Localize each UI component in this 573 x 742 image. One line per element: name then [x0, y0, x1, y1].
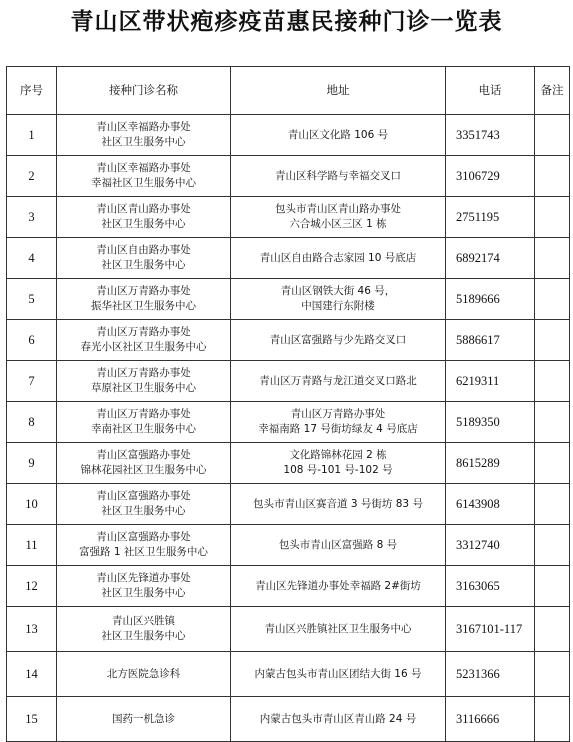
row-address: 青山区文化路 106 号	[231, 115, 446, 156]
row-address: 青山区万青路与龙江道交叉口路北	[231, 361, 446, 402]
row-clinic-name: 青山区富强路办事处 富强路 1 社区卫生服务中心	[57, 525, 231, 566]
row-seq: 5	[7, 279, 57, 320]
row-note	[535, 697, 570, 742]
row-seq: 13	[7, 607, 57, 652]
row-note	[535, 238, 570, 279]
row-seq: 12	[7, 566, 57, 607]
row-note	[535, 652, 570, 697]
row-seq: 11	[7, 525, 57, 566]
row-clinic-name: 青山区幸福路办事处 社区卫生服务中心	[57, 115, 231, 156]
row-note	[535, 361, 570, 402]
row-clinic-name: 青山区青山路办事处 社区卫生服务中心	[57, 197, 231, 238]
row-seq: 6	[7, 320, 57, 361]
table-header-row	[7, 67, 570, 115]
table-row	[7, 652, 570, 697]
table-row	[7, 320, 570, 361]
row-clinic-name: 青山区万青路办事处 振华社区卫生服务中心	[57, 279, 231, 320]
header-address: 地址	[231, 67, 446, 115]
row-note	[535, 607, 570, 652]
row-phone: 8615289	[446, 443, 535, 484]
header-phone: 电话	[446, 67, 535, 115]
row-address: 青山区钢铁大街 46 号， 中国建行东附楼	[231, 279, 446, 320]
row-phone: 3351743	[446, 115, 535, 156]
header-note: 备注	[535, 67, 570, 115]
row-phone: 5189666	[446, 279, 535, 320]
row-seq: 4	[7, 238, 57, 279]
row-seq: 1	[7, 115, 57, 156]
row-note	[535, 443, 570, 484]
row-note	[535, 566, 570, 607]
row-address: 青山区兴胜镇社区卫生服务中心	[231, 607, 446, 652]
row-phone: 6143908	[446, 484, 535, 525]
table-row	[7, 361, 570, 402]
row-phone: 3116666	[446, 697, 535, 742]
row-address: 包头市青山区赛音道 3 号街坊 83 号	[231, 484, 446, 525]
table-row	[7, 566, 570, 607]
row-seq: 9	[7, 443, 57, 484]
row-seq: 3	[7, 197, 57, 238]
row-clinic-name: 青山区幸福路办事处 幸福社区卫生服务中心	[57, 156, 231, 197]
row-note	[535, 279, 570, 320]
row-note	[535, 115, 570, 156]
row-phone: 6892174	[446, 238, 535, 279]
row-address: 青山区富强路与少先路交叉口	[231, 320, 446, 361]
row-phone: 3312740	[446, 525, 535, 566]
row-clinic-name: 青山区先锋道办事处 社区卫生服务中心	[57, 566, 231, 607]
clinic-table	[6, 66, 570, 742]
row-address: 包头市青山区青山路办事处 六合城小区三区 1 栋	[231, 197, 446, 238]
row-address: 内蒙古包头市青山区团结大街 16 号	[231, 652, 446, 697]
row-seq: 14	[7, 652, 57, 697]
table-row	[7, 156, 570, 197]
row-clinic-name: 青山区万青路办事处 春光小区社区卫生服务中心	[57, 320, 231, 361]
row-note	[535, 156, 570, 197]
row-seq: 10	[7, 484, 57, 525]
table-row	[7, 484, 570, 525]
row-clinic-name: 青山区富强路办事处 锦林花园社区卫生服务中心	[57, 443, 231, 484]
row-address: 青山区万青路办事处 幸福南路 17 号街坊绿友 4 号底店	[231, 402, 446, 443]
table-row	[7, 238, 570, 279]
row-note	[535, 320, 570, 361]
header-clinic-name: 接种门诊名称	[57, 67, 231, 115]
row-clinic-name: 国药一机急诊	[57, 697, 231, 742]
row-note	[535, 525, 570, 566]
row-phone: 5189350	[446, 402, 535, 443]
row-phone: 6219311	[446, 361, 535, 402]
row-seq: 8	[7, 402, 57, 443]
row-address: 包头市青山区富强路 8 号	[231, 525, 446, 566]
table-row	[7, 525, 570, 566]
row-address: 青山区先锋道办事处幸福路 2#街坊	[231, 566, 446, 607]
row-seq: 2	[7, 156, 57, 197]
row-note	[535, 402, 570, 443]
row-address: 青山区科学路与幸福交叉口	[231, 156, 446, 197]
row-phone: 5231366	[446, 652, 535, 697]
table-row	[7, 443, 570, 484]
table-row	[7, 115, 570, 156]
row-clinic-name: 青山区万青路办事处 草原社区卫生服务中心	[57, 361, 231, 402]
row-note	[535, 197, 570, 238]
row-phone: 3106729	[446, 156, 535, 197]
table-row	[7, 197, 570, 238]
row-seq: 15	[7, 697, 57, 742]
row-seq: 7	[7, 361, 57, 402]
table-row	[7, 607, 570, 652]
row-address: 文化路锦林花园 2 栋 108 号-101 号-102 号	[231, 443, 446, 484]
table-row	[7, 279, 570, 320]
row-clinic-name: 青山区富强路办事处 社区卫生服务中心	[57, 484, 231, 525]
row-clinic-name: 青山区自由路办事处 社区卫生服务中心	[57, 238, 231, 279]
row-phone: 2751195	[446, 197, 535, 238]
row-address: 内蒙古包头市青山区青山路 24 号	[231, 697, 446, 742]
row-clinic-name: 青山区万青路办事处 幸南社区卫生服务中心	[57, 402, 231, 443]
row-note	[535, 484, 570, 525]
row-phone: 5886617	[446, 320, 535, 361]
row-clinic-name: 北方医院急诊科	[57, 652, 231, 697]
row-clinic-name: 青山区兴胜镇 社区卫生服务中心	[57, 607, 231, 652]
row-phone: 3167101-117	[446, 607, 535, 652]
table-row	[7, 697, 570, 742]
page-title: 青山区带状疱疹疫苗惠民接种门诊一览表	[70, 9, 503, 35]
row-address: 青山区自由路合志家园 10 号底店	[231, 238, 446, 279]
row-phone: 3163065	[446, 566, 535, 607]
table-row	[7, 402, 570, 443]
header-seq: 序号	[7, 67, 57, 115]
